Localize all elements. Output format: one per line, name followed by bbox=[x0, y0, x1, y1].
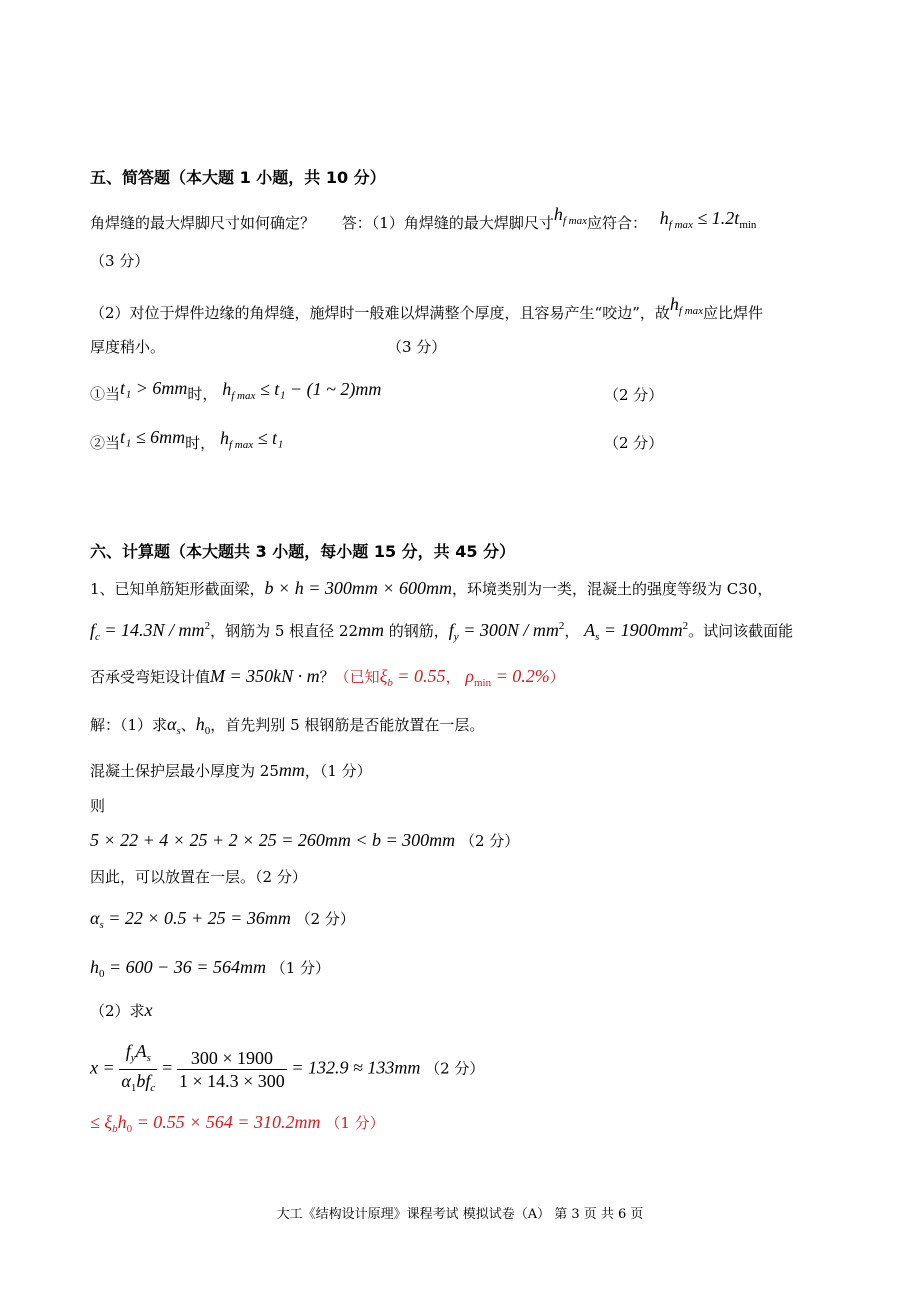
section-5-heading: 五、简答题（本大题 1 小题，共 10 分） bbox=[90, 168, 386, 187]
answer-1-mid: 应符合： bbox=[586, 214, 647, 232]
answer-2-line: （2）对位于焊件边缘的角焊缝，施焊时一般难以焊满整个厚度，且容易产生“咬边”，故$h_{f max}$应比焊件 bbox=[90, 294, 764, 322]
answer-1-text: 答：（1）角焊缝的最大焊脚尺寸 bbox=[341, 214, 554, 232]
case-2-condition: t₁ ≤ 6mm bbox=[120, 427, 186, 447]
answer-2-continuation: 厚度稍小。 （3 分） bbox=[90, 338, 447, 356]
fraction-symbolic: $\frac{f_yA_s}{\alpha_1bf_c}$ bbox=[121, 1041, 156, 1094]
conclusion: 因此，可以放置在一层。（2 分） bbox=[90, 868, 307, 886]
score-b: （3 分） bbox=[387, 338, 447, 356]
case-1-formula: $h_{f max} \le t_1 - (1$ ~ 2)mm bbox=[222, 379, 382, 402]
question-1-line-2: $f_c = 14.3N / mm^2$，钢筋为 5 根直径 22mm 的钢筋，$f_y = 300N / mm^2$， $A_s = 1900mm^2$。试问该截面能 bbox=[90, 620, 794, 643]
then-label: 则 bbox=[90, 797, 106, 815]
beam-dimensions: b × h = 300mm × 600mm bbox=[264, 578, 452, 598]
section-6-heading: 六、计算题（本大题共 3 小题，每小题 15 分，共 45 分） bbox=[90, 542, 516, 561]
case-1-score: （2 分） bbox=[604, 386, 664, 404]
score-a: （3 分） bbox=[90, 252, 150, 270]
hf-symbol-2: $h_{f max}$ bbox=[669, 294, 704, 317]
case-2-score: （2 分） bbox=[604, 434, 664, 452]
case-1-condition: t₁ > 6mm bbox=[120, 378, 188, 398]
case-1-line: ①当t₁ > 6mm时， $h_{f max} \le t_1 - (1$ ~ 2)mm bbox=[90, 378, 382, 403]
hf-symbol: $h_{f max}$ bbox=[553, 204, 587, 227]
moment-value: M = 350kN · m bbox=[210, 666, 320, 686]
x-limit-check: ≤ $\xi_bh_0 = 0.55 \times 564 = 310.2mm$ （1 分） bbox=[90, 1112, 385, 1135]
alpha-s-calc: $\alpha_s = 22 \times 0.5 + 25 = 36mm$ （2 分） bbox=[90, 908, 355, 931]
cover-thickness: 混凝土保护层最小厚度为 25mm，（1 分） bbox=[90, 760, 372, 780]
question-1-line-1: 1、已知单筋矩形截面梁，b × h = 300mm × 600mm，环境类别为一类，混凝土的强度等级为 C30， bbox=[90, 578, 773, 598]
known-params: （已知$\xi_b = 0.55$， $\rho_{min} = 0.2\%$） bbox=[334, 666, 565, 689]
x-calculation: x = $\frac{f_yA_s}{\alpha_1bf_c}$ = $\frac{300 \times 1900}{1 \times 14.3 \times 300}$ = 132.9 ≈ 133mm （2 分） bbox=[90, 1040, 484, 1099]
hf-limit-formula: $h_{f max} \le 1.2t_{min}$ bbox=[659, 208, 757, 231]
solution-step-1: 解：（1）求$\alpha_s$、$h_0$，首先判别 5 根钢筋是否能放置在一层。 bbox=[90, 714, 485, 737]
fraction-numeric: $\frac{300 \times 1900}{1 \times 14.3 \times 300}$ bbox=[179, 1048, 285, 1091]
h0-calc: $h_0 = 600 - 36 = 564mm$ （1 分） bbox=[90, 957, 331, 980]
section-5-question-line bbox=[90, 204, 757, 236]
question-text: 角焊缝的最大焊脚尺寸如何确定？ bbox=[90, 214, 316, 232]
page-footer: 大工《结构设计原理》课程考试 模拟试卷（A） 第 3 页 共 6 页 bbox=[276, 1207, 644, 1222]
width-check: 5 × 22 + 4 × 25 + 2 × 25 = 260mm < b = 300mm （2 分） bbox=[90, 830, 520, 850]
case-2-formula: $h_{f max} \le t_1$ bbox=[219, 428, 284, 451]
solution-step-2: （2）求x bbox=[90, 1000, 153, 1020]
case-2-line: ②当t₁ ≤ 6mm时， $h_{f max} \le t_1$ bbox=[90, 427, 284, 452]
question-1-line-3: 否承受弯矩设计值M = 350kN · m？（已知$\xi_b = 0.55$， $\rho_{min} = 0.2\%$） bbox=[90, 666, 565, 689]
